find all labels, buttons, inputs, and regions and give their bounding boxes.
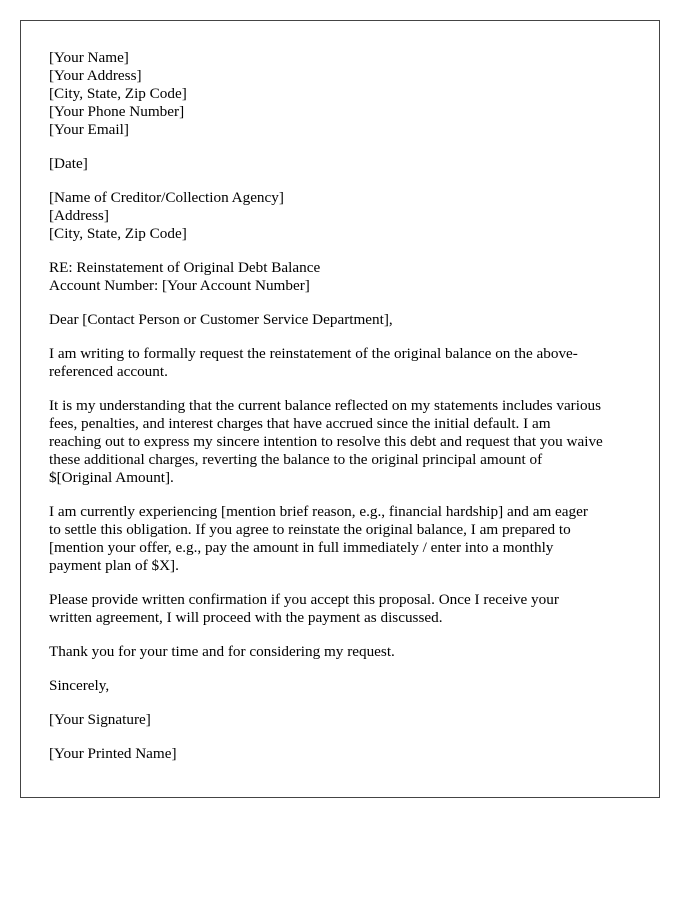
subject-account-line: Account Number: [Your Account Number] — [49, 277, 310, 294]
paragraph-line: written agreement, I will proceed with the payment as discussed. — [49, 609, 443, 626]
sender-name: [Your Name] — [49, 49, 129, 66]
paragraph-confirmation — [49, 591, 639, 627]
recipient-block — [49, 189, 639, 243]
paragraph-line: I am currently experiencing [mention brief reason, e.g., financial hardship] and am eager — [49, 503, 588, 520]
paragraph-line: payment plan of $X]. — [49, 557, 179, 574]
sender-address: [Your Address] — [49, 67, 142, 84]
paragraph-line: these additional charges, reverting the balance to the original principal amount of — [49, 451, 543, 468]
paragraph-line: reaching out to express my sincere intention to resolve this debt and request that you waive — [49, 433, 603, 450]
signature-block — [49, 711, 639, 729]
letter-frame — [20, 20, 660, 798]
salutation: Dear [Contact Person or Customer Service Department], — [49, 311, 393, 328]
printed-name-block — [49, 745, 639, 763]
signature-placeholder: [Your Signature] — [49, 711, 151, 728]
salutation-block — [49, 311, 639, 329]
subject-re-line: RE: Reinstatement of Original Debt Balance — [49, 259, 321, 276]
paragraph-line: It is my understanding that the current balance reflected on my statements includes various — [49, 397, 602, 414]
paragraph-offer — [49, 503, 639, 575]
subject-block — [49, 259, 639, 295]
printed-name: [Your Printed Name] — [49, 745, 177, 762]
letter-date: [Date] — [49, 155, 88, 172]
recipient-city-state-zip: [City, State, Zip Code] — [49, 225, 187, 242]
sender-block — [49, 49, 639, 139]
paragraph-line: I am writing to formally request the reinstatement of the original balance on the above- — [49, 345, 578, 362]
paragraph-thanks — [49, 643, 639, 661]
paragraph-line: fees, penalties, and interest charges that have accrued since the initial default. I am — [49, 415, 551, 432]
letter-body — [49, 49, 639, 779]
paragraph-line: Please provide written confirmation if you accept this proposal. Once I receive your — [49, 591, 559, 608]
closing-block — [49, 677, 639, 695]
sender-city-state-zip: [City, State, Zip Code] — [49, 85, 187, 102]
paragraph-line: Thank you for your time and for considering my request. — [49, 643, 395, 660]
paragraph-line: referenced account. — [49, 363, 168, 380]
date-block — [49, 155, 639, 173]
paragraph-request — [49, 345, 639, 381]
paragraph-line: $[Original Amount]. — [49, 469, 174, 486]
recipient-address: [Address] — [49, 207, 109, 224]
recipient-name: [Name of Creditor/Collection Agency] — [49, 189, 284, 206]
sender-phone: [Your Phone Number] — [49, 103, 185, 120]
sender-email: [Your Email] — [49, 121, 129, 138]
paragraph-line: to settle this obligation. If you agree to reinstate the original balance, I am prepared to — [49, 521, 571, 538]
paragraph-balance-explanation — [49, 397, 639, 487]
paragraph-line: [mention your offer, e.g., pay the amount in full immediately / enter into a monthly — [49, 539, 554, 556]
closing: Sincerely, — [49, 677, 110, 694]
